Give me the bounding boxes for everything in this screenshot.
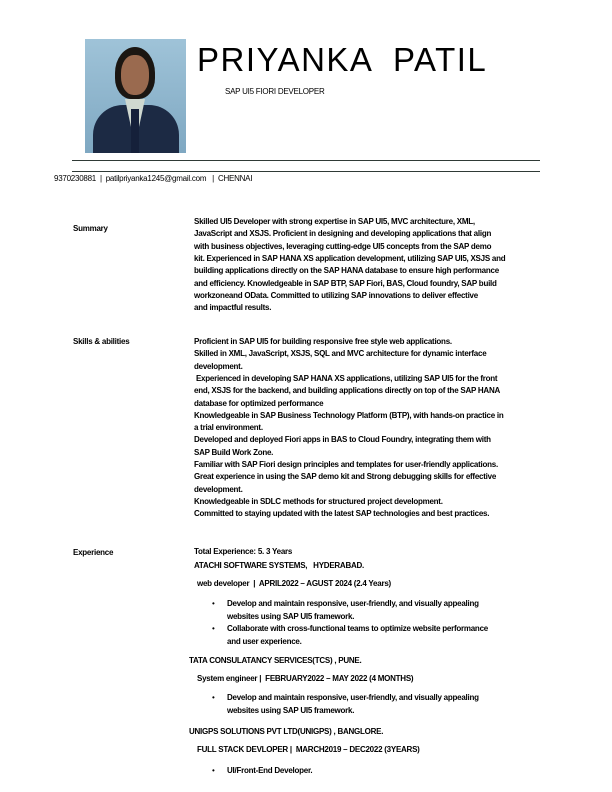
bullet-icon: • [212,599,215,608]
role1-bullet-1-line-1: Develop and maintain responsive, user-friendly, and visually appealing [227,599,479,608]
role-web-developer: web developer | APRIL2022 – AGUST 2024 (2.4 Years) [197,579,391,588]
skill-line: a trial environment. [194,423,263,433]
company-tcs: TATA CONSULATANCY SERVICES(TCS) , PUNE. [189,656,362,665]
role1-bullet-1-line-2: websites using SAP UI5 framework. [227,611,355,621]
role-full-stack: FULL STACK DEVLOPER | MARCH2019 – DEC2022 (3YEARS) [197,745,420,754]
role2-bullet-1-line-1: Develop and maintain responsive, user-friendly, and visually appealing [227,693,479,702]
job-title: SAP UI5 FIORI DEVELOPER [225,87,325,96]
skill-line: Knowledgeable in SDLC methods for structured project development. [194,496,443,506]
skill-line: Great experience in using the SAP demo kit and Strong debugging skills for effective [194,472,497,482]
summary-line: with business objectives, leveraging cutting-edge UI5 concepts from the SAP demo [194,241,492,251]
summary-line: Skilled UI5 Developer with strong expertise in SAP UI5, MVC architecture, XML, [194,217,475,226]
bullet-icon: • [212,693,215,702]
contact-line: 9370230881 | patilpriyanka1245@gmail.com | CHENNAI [54,174,253,183]
summary-line: JavaScript and XSJS. Proficient in designing and developing applications that align [194,229,492,239]
profile-photo [85,39,186,153]
skill-line: Experienced in developing SAP HANA XS applications, utilizing SAP UI5 for the front [194,373,498,383]
role1-bullet-2-line-1: Collaborate with cross-functional teams to optimize website performance [227,624,488,633]
summary-label: Summary [73,224,108,233]
skill-line: Proficient in SAP UI5 for building responsive free style web applications. [194,337,452,346]
skills-label: Skills & abilities [73,337,130,346]
candidate-name: PRIYANKA PATIL [197,41,488,78]
bullet-icon: • [212,766,215,775]
company-atachi: ATACHI SOFTWARE SYSTEMS, HYDERABAD. [194,561,365,570]
divider-top [72,160,540,161]
summary-line: workzoneand OData. Committed to utilizing SAP innovations to deliver effective [194,290,478,300]
skill-line: SAP Build Work Zone. [194,447,274,457]
skill-line: Skilled in XML, JavaScript, XSJS, SQL and MVC architecture for dynamic interface [194,349,487,359]
skill-line: Committed to staying updated with the latest SAP technologies and best practices. [194,509,490,519]
skill-line: Developed and deployed Fiori apps in BAS to Cloud Foundry, integrating them with [194,435,491,445]
bullet-icon: • [212,624,215,633]
company-unigps: UNIGPS SOLUTIONS PVT LTD(UNIGPS) , BANGLORE. [189,727,384,736]
role3-bullet-1: UI/Front-End Developer. [227,766,313,775]
summary-line: and impactful results. [194,303,272,313]
summary-line: kit. Experienced in SAP HANA XS application development, utilizing SAP UI5, XSJS and [194,253,506,263]
experience-label: Experience [73,548,114,557]
skill-line: development. [194,361,243,371]
summary-line: building applications directly on the SAP HANA database to ensure high performance [194,266,499,276]
divider-bottom [72,171,540,172]
skill-line: database for optimized performance [194,398,324,408]
role1-bullet-2-line-2: and user experience. [227,636,302,646]
skill-line: development. [194,484,243,494]
role-system-engineer: System engineer | FEBRUARY2022 – MAY 2022 (4 MONTHS) [197,674,414,683]
skill-line: end, XSJS for the backend, and building applications directly on top of the SAP HANA [194,386,500,396]
skill-line: Familiar with SAP Fiori design principles and templates for user-friendly applications. [194,460,498,469]
total-experience: Total Experience: 5. 3 Years [194,547,293,556]
skill-line: Knowledgeable in SAP Business Technology Platform (BTP), with hands-on practice in [194,410,504,420]
role2-bullet-1-line-2: websites using SAP UI5 framework. [227,705,355,715]
summary-line: and efficiency. Knowledgeable in SAP BTP, SAP Fiori, BAS, Cloud foundry, SAP build [194,278,497,288]
